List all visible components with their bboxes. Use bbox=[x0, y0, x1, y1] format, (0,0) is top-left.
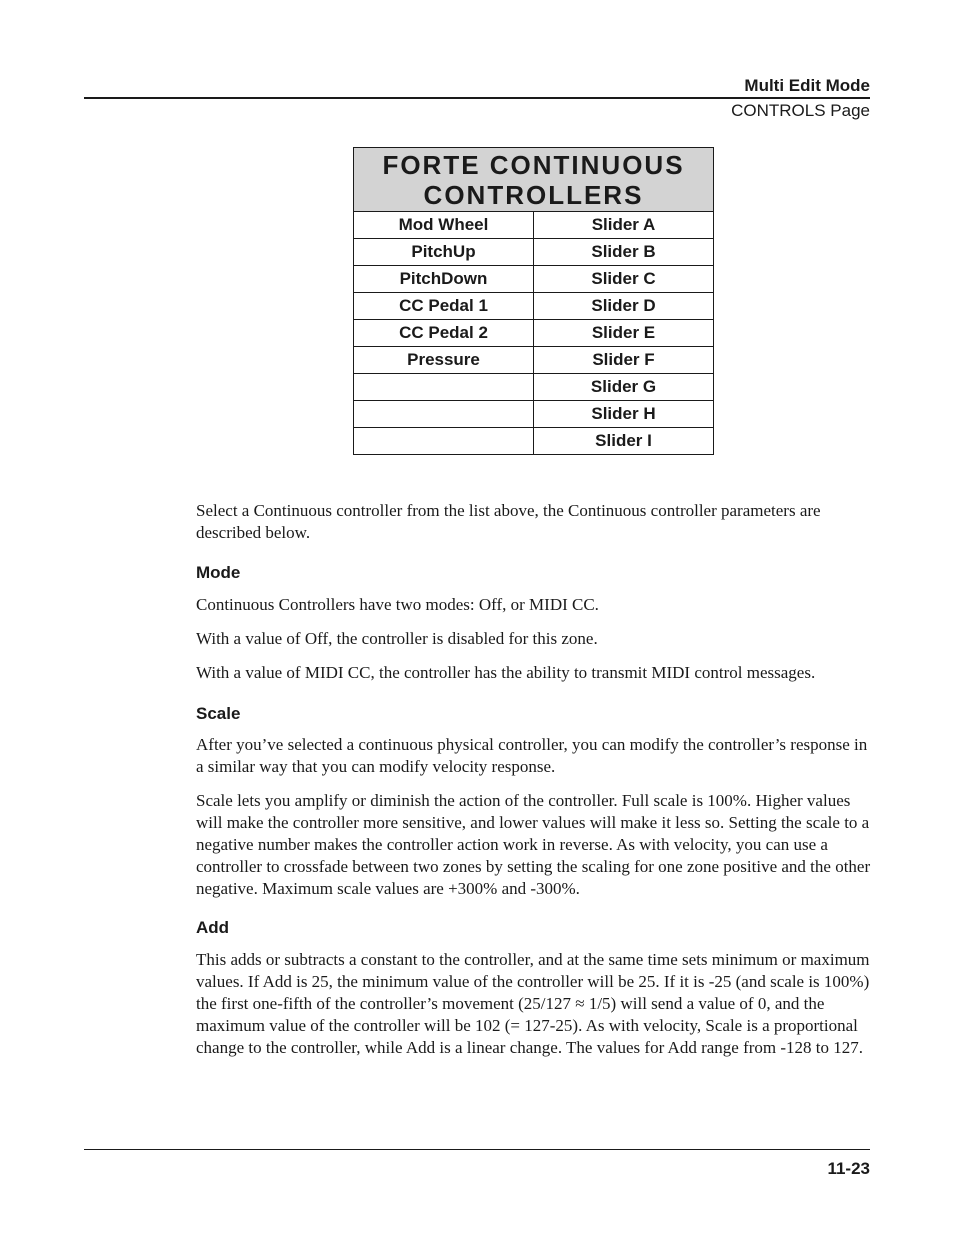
table-title: FORTE CONTINUOUS CONTROLLERS bbox=[354, 148, 714, 212]
mode-paragraph: With a value of MIDI CC, the controller has the ability to transmit MIDI control messages. bbox=[196, 663, 816, 682]
table-row bbox=[354, 374, 714, 401]
table-cell: PitchDown bbox=[354, 266, 534, 293]
table-row bbox=[354, 266, 714, 293]
table-cell: PitchUp bbox=[354, 239, 534, 266]
table-cell: Slider H bbox=[534, 401, 714, 428]
scale-paragraph: Scale lets you amplify or diminish the action of the controller. Full scale is 100%. Higher values will make the controller more sensitive, and lower values will make it less so. Setting the scale to a negative number makes the controller action work in reverse. As with velocity, you can use a controller to crossfade between two zones by setting the scaling for one zone positive and the other negative. Maximum scale values are +300% and -300%. bbox=[196, 791, 871, 898]
page-number: 11-23 bbox=[827, 1159, 870, 1178]
table-cell: Slider G bbox=[534, 374, 714, 401]
scale-heading: Scale bbox=[196, 704, 241, 723]
table-cell: Slider B bbox=[534, 239, 714, 266]
table-cell: Slider C bbox=[534, 266, 714, 293]
table-row bbox=[354, 347, 714, 374]
mode-heading: Mode bbox=[196, 563, 241, 582]
table-cell: CC Pedal 1 bbox=[354, 293, 534, 320]
table-row bbox=[354, 320, 714, 347]
table-cell bbox=[354, 428, 534, 455]
add-paragraph: This adds or subtracts a constant to the controller, and at the same time sets minimum or maximum values. If Add is 25, the minimum value of the controller will be 25. If it is -25 (and scale is 100%) the first one-fifth of the controller’s movement (25/127 ≈ 1/5) will send a value of 0, and the maximum value of the controller will be 102 (= 127-25). As with velocity, Scale is a proportional change to the controller, while Add is a linear change. The values for Add range from -128 to 127. bbox=[196, 950, 870, 1057]
table-cell: Slider D bbox=[534, 293, 714, 320]
table-cell: CC Pedal 2 bbox=[354, 320, 534, 347]
mode-paragraph: With a value of Off, the controller is disabled for this zone. bbox=[196, 629, 598, 648]
table-cell: Slider I bbox=[534, 428, 714, 455]
table-row bbox=[354, 428, 714, 455]
mode-paragraph: Continuous Controllers have two modes: Off, or MIDI CC. bbox=[196, 595, 599, 614]
header-title: Multi Edit Mode bbox=[744, 76, 870, 95]
header-rule bbox=[84, 97, 870, 99]
table-row bbox=[354, 401, 714, 428]
table-cell bbox=[354, 401, 534, 428]
table-cell: Slider E bbox=[534, 320, 714, 347]
footer-rule bbox=[84, 1149, 870, 1150]
table-cell: Slider F bbox=[534, 347, 714, 374]
table-row bbox=[354, 212, 714, 239]
table-cell: Slider A bbox=[534, 212, 714, 239]
table-row bbox=[354, 239, 714, 266]
table-cell bbox=[354, 374, 534, 401]
controllers-table bbox=[353, 147, 714, 455]
add-heading: Add bbox=[196, 918, 230, 937]
table-row bbox=[354, 293, 714, 320]
scale-paragraph: After you’ve selected a continuous physical controller, you can modify the controller’s response in a similar way that you can modify velocity response. bbox=[196, 735, 868, 776]
intro-paragraph: Select a Continuous controller from the list above, the Continuous controller parameters are described below. bbox=[196, 501, 821, 542]
header-subtitle: CONTROLS Page bbox=[731, 101, 870, 120]
table-cell: Mod Wheel bbox=[354, 212, 534, 239]
table-cell: Pressure bbox=[354, 347, 534, 374]
